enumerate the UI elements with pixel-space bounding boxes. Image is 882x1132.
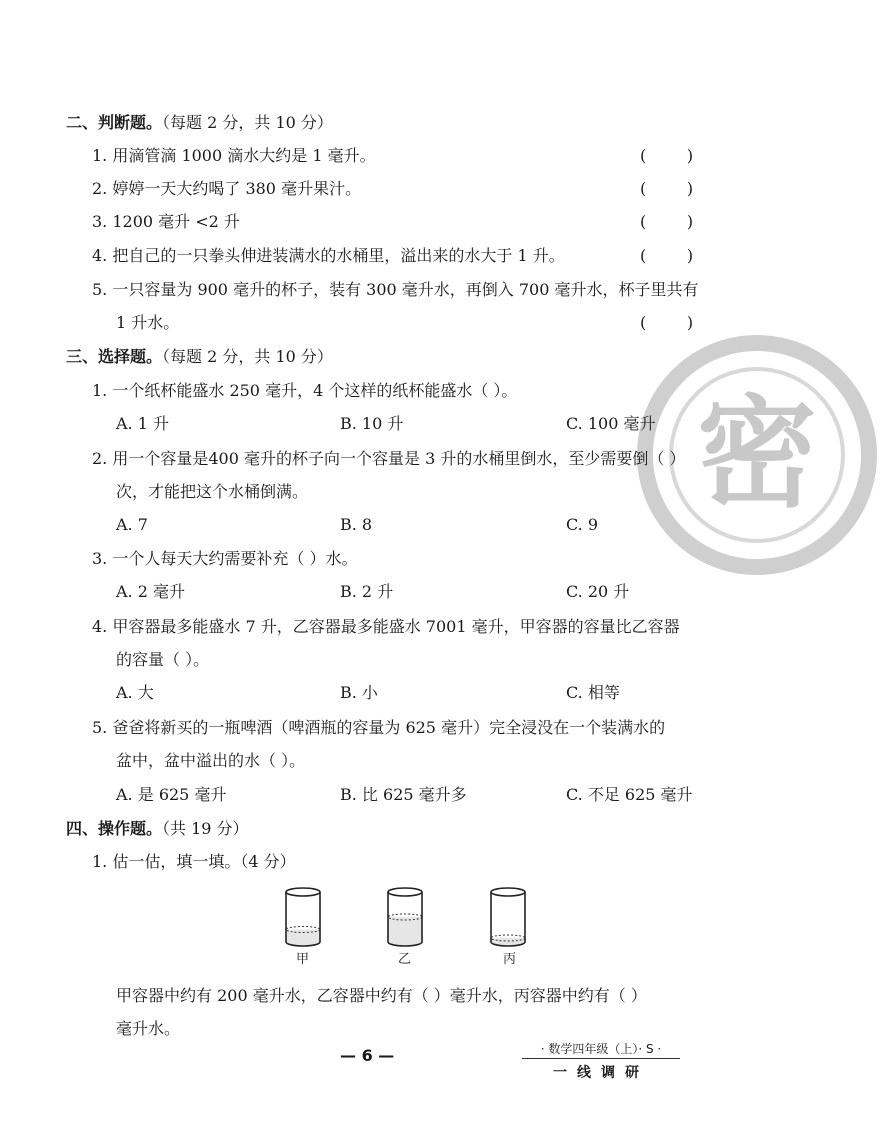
judge-item-5: 5. 一只容量为 900 毫升的杯子，装有 300 毫升水，再倒入 700 毫升水，杯子里共有 bbox=[92, 280, 699, 299]
judge-item-3: 3. 1200 毫升 <2 升 bbox=[92, 212, 240, 231]
container-bing-rim bbox=[491, 888, 525, 896]
container-bing-outline bbox=[491, 892, 525, 946]
operation-q1: 1. 估一估，填一填。（4 分） bbox=[92, 852, 296, 871]
answer-paren-1[interactable]: ( ) bbox=[640, 146, 694, 165]
operation-q1-text: 甲容器中约有 200 毫升水，乙容器中约有（ ）毫升水，丙容器中约有（ ） bbox=[116, 986, 647, 1005]
page-number: — 6 — bbox=[340, 1046, 395, 1065]
q3-option-c[interactable]: C. 20 升 bbox=[566, 582, 630, 601]
book-title: · 数学四年级（上）· S · bbox=[540, 1042, 662, 1056]
choice-q3: 3. 一个人每天大约需要补充（ ）水。 bbox=[92, 549, 358, 568]
container-yi-water bbox=[388, 917, 422, 946]
q5-option-a[interactable]: A. 是 625 毫升 bbox=[116, 785, 227, 804]
container-yi bbox=[388, 888, 422, 946]
section-4-note: （共 19 分） bbox=[162, 819, 249, 838]
q5-option-c[interactable]: C. 不足 625 毫升 bbox=[566, 785, 693, 804]
choice-q4: 4. 甲容器最多能盛水 7 升，乙容器最多能盛水 7001 毫升，甲容器的容量比乙容器 bbox=[92, 617, 680, 636]
q4-option-c[interactable]: C. 相等 bbox=[566, 683, 620, 702]
operation-q1-text-cont: 毫升水。 bbox=[116, 1019, 181, 1038]
section-2-note: （每题 2 分，共 10 分） bbox=[162, 113, 333, 132]
q2-option-c[interactable]: C. 9 bbox=[566, 515, 599, 534]
choice-q5: 5. 爸爸将新买的一瓶啤酒（啤酒瓶的容量为 625 毫升）完全浸没在一个装满水的 bbox=[92, 718, 666, 737]
judge-item-4: 4. 把自己的一只拳头伸进装满水的水桶里，溢出来的水大于 1 升。 bbox=[92, 246, 565, 265]
q1-option-c[interactable]: C. 100 毫升 bbox=[566, 414, 656, 433]
q4-option-b[interactable]: B. 小 bbox=[340, 683, 378, 702]
section-3-title: 三、选择题。 bbox=[66, 347, 163, 366]
choice-q1: 1. 一个纸杯能盛水 250 毫升，4 个这样的纸杯能盛水（ ）。 bbox=[92, 381, 518, 400]
section-4-title: 四、操作题。 bbox=[66, 819, 163, 838]
answer-paren-3[interactable]: ( ) bbox=[640, 212, 694, 231]
stamp-char: 密 bbox=[697, 385, 817, 524]
container-label-bing: 丙 bbox=[503, 952, 517, 967]
q1-option-a[interactable]: A. 1 升 bbox=[116, 414, 169, 433]
container-jia-rim bbox=[286, 888, 320, 896]
container-bing bbox=[491, 888, 525, 946]
choice-q2-cont: 次，才能把这个水桶倒满。 bbox=[116, 482, 309, 501]
q5-option-b[interactable]: B. 比 625 毫升多 bbox=[340, 785, 467, 804]
brand-name: 一线调研 bbox=[553, 1065, 649, 1081]
container-jia bbox=[286, 888, 320, 946]
choice-q5-cont: 盆中，盆中溢出的水（ ）。 bbox=[116, 751, 306, 770]
section-2-heading bbox=[66, 112, 333, 134]
section-3-note: （每题 2 分，共 10 分） bbox=[162, 347, 333, 366]
choice-q4-cont: 的容量（ ）。 bbox=[116, 650, 210, 669]
container-yi-rim bbox=[388, 888, 422, 896]
judge-item-1: 1. 用滴管滴 1000 滴水大约是 1 毫升。 bbox=[92, 146, 376, 165]
q2-option-a[interactable]: A. 7 bbox=[116, 515, 148, 534]
q4-option-a[interactable]: A. 大 bbox=[116, 683, 154, 702]
section-3-heading bbox=[66, 346, 333, 368]
choice-q2: 2. 用一个容量是400 毫升的杯子向一个容量是 3 升的水桶里倒水，至少需要倒（ ） bbox=[92, 449, 686, 468]
container-label-yi: 乙 bbox=[398, 952, 412, 967]
answer-paren-2[interactable]: ( ) bbox=[640, 179, 694, 198]
judge-item-5-cont: 1 升水。 bbox=[116, 313, 180, 332]
footer-divider bbox=[522, 1058, 680, 1059]
q1-option-b[interactable]: B. 10 升 bbox=[340, 414, 404, 433]
q3-option-b[interactable]: B. 2 升 bbox=[340, 582, 394, 601]
answer-paren-5[interactable]: ( ) bbox=[640, 313, 694, 332]
section-4-heading bbox=[66, 818, 249, 840]
q2-option-b[interactable]: B. 8 bbox=[340, 515, 373, 534]
answer-paren-4[interactable]: ( ) bbox=[640, 246, 694, 265]
container-label-jia: 甲 bbox=[296, 952, 310, 967]
section-2-title: 二、判断题。 bbox=[66, 113, 163, 132]
judge-item-2: 2. 婷婷一天大约喝了 380 毫升果汁。 bbox=[92, 179, 362, 198]
q3-option-a[interactable]: A. 2 毫升 bbox=[116, 582, 185, 601]
